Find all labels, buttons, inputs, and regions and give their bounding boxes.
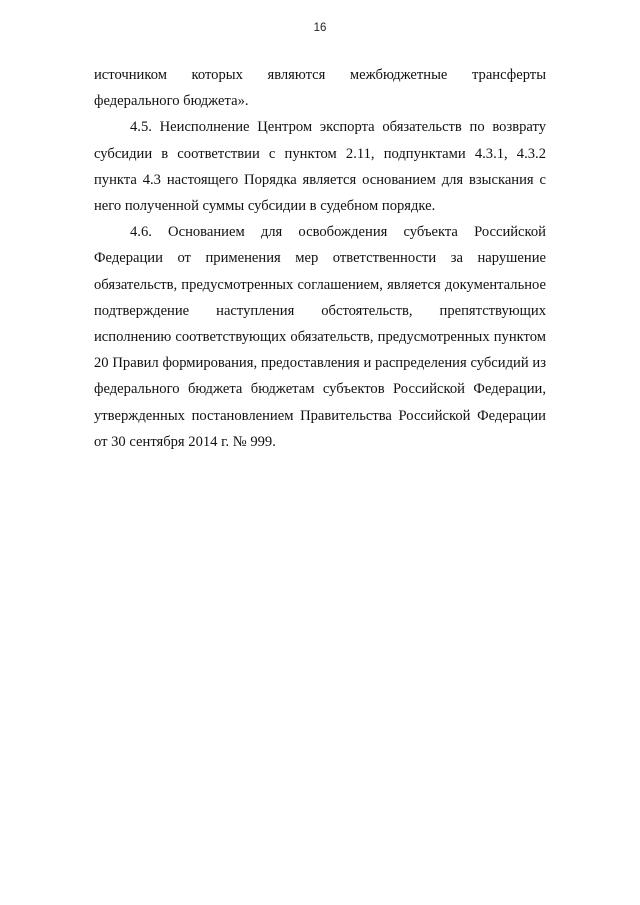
page-number: 16 xyxy=(313,22,327,34)
paragraph-continuation: источником которых являются межбюджетные трансферты федерального бюджета». xyxy=(94,67,546,110)
paragraph-4-6: 4.6. Основанием для освобождения субъекта Российской Федерации от применения мер ответственности за нарушение обязательств, предусмотренных соглашением, является документальное подтверждение наступления обстоятельств, препятствующих исполнению соответствующих обязательств, предусмотренных пунктом 20 Правил формирования, предоставления и распределения субсидий из федерального бюджета бюджетам субъектов Российской Федерации, утвержденных постановлением Правительства Российской Федерации от 30 сентября 2014 г. № 999. xyxy=(94,224,546,450)
document-body xyxy=(94,62,546,455)
paragraph-4-5: 4.5. Неисполнение Центром экспорта обязательств по возврату субсидии в соответствии с пунктом 2.11, подпунктами 4.3.1, 4.3.2 пункта 4.3 настоящего Порядка является основанием для взыскания с него полученной суммы субсидии в судебном порядке. xyxy=(94,119,546,215)
